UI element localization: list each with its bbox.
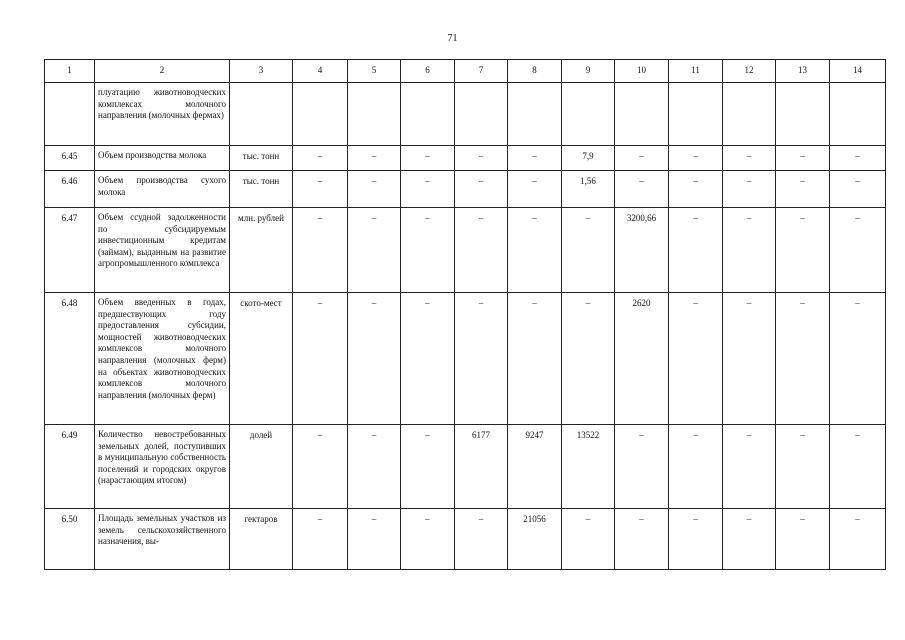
value-cell: – [455,208,508,293]
table-row [45,146,886,171]
value-cell: 13522 [562,425,615,509]
value-cell: – [669,425,723,509]
value-cell: – [776,425,830,509]
header-cell: 7 [455,60,508,83]
table-row [45,171,886,208]
value-cell: 1,56 [562,171,615,208]
value-cell: – [508,146,562,171]
value-cell: – [293,171,348,208]
value-cell: – [776,171,830,208]
value-cell: – [615,509,669,570]
value-cell: – [401,208,455,293]
value-cell: – [776,293,830,425]
value-cell: – [723,171,776,208]
value-cell [830,83,886,146]
value-cell [615,83,669,146]
value-cell: 21056 [508,509,562,570]
value-cell: – [293,208,348,293]
value-cell: – [776,146,830,171]
indicator-name-cell: Количество невостребованных земельных долей, поступивших в муниципальную собственность поселений и городских округов (нарастающим итогом) [95,425,230,509]
row-number-cell: 6.45 [45,146,95,171]
value-cell: – [401,171,455,208]
value-cell: – [401,509,455,570]
value-cell: – [669,509,723,570]
value-cell: – [830,509,886,570]
value-cell: – [455,293,508,425]
value-cell: – [615,146,669,171]
header-cell: 11 [669,60,723,83]
indicator-name-cell: плуатацию животноводческих комплексах молочного направления (молочных фермах) [95,83,230,146]
value-cell: – [669,146,723,171]
indicator-name-cell: Объем производства молока [95,146,230,171]
header-cell: 13 [776,60,830,83]
value-cell: – [562,509,615,570]
header-cell: 5 [348,60,401,83]
header-cell: 3 [230,60,293,83]
value-cell: – [508,171,562,208]
value-cell: – [508,293,562,425]
header-row [45,60,886,83]
value-cell: – [830,146,886,171]
table-row [45,208,886,293]
value-cell [776,83,830,146]
value-cell: – [776,509,830,570]
value-cell: – [562,208,615,293]
row-number-cell: 6.49 [45,425,95,509]
unit-cell: тыс. тонн [230,146,293,171]
value-cell: 9247 [508,425,562,509]
value-cell: – [401,146,455,171]
unit-cell: гектаров [230,509,293,570]
value-cell: – [830,208,886,293]
row-number-cell: 6.50 [45,509,95,570]
value-cell: – [401,425,455,509]
value-cell: – [455,509,508,570]
value-cell: 7,9 [562,146,615,171]
unit-cell: млн. рублей [230,208,293,293]
value-cell: – [669,208,723,293]
value-cell: – [348,509,401,570]
value-cell [562,83,615,146]
value-cell: – [293,425,348,509]
value-cell [669,83,723,146]
table-row [45,83,886,146]
value-cell [723,83,776,146]
table-row [45,509,886,570]
indicator-name-cell: Объем производства сухого молока [95,171,230,208]
value-cell [293,83,348,146]
value-cell [401,83,455,146]
value-cell: – [723,146,776,171]
value-cell: – [401,293,455,425]
header-cell: 14 [830,60,886,83]
header-cell: 9 [562,60,615,83]
value-cell: – [723,208,776,293]
header-cell: 4 [293,60,348,83]
value-cell: – [723,509,776,570]
header-cell: 12 [723,60,776,83]
unit-cell: долей [230,425,293,509]
header-cell: 2 [95,60,230,83]
value-cell: – [669,293,723,425]
value-cell: – [293,293,348,425]
value-cell: – [562,293,615,425]
row-number-cell [45,83,95,146]
header-cell: 6 [401,60,455,83]
page-number: 71 [447,33,458,44]
table-row [45,425,886,509]
value-cell: – [293,509,348,570]
value-cell: – [348,146,401,171]
row-number-cell: 6.46 [45,171,95,208]
value-cell: – [830,171,886,208]
header-cell: 10 [615,60,669,83]
row-number-cell: 6.48 [45,293,95,425]
header-cell: 1 [45,60,95,83]
value-cell: – [723,293,776,425]
value-cell: – [776,208,830,293]
value-cell: 2620 [615,293,669,425]
value-cell: – [723,425,776,509]
header-cell: 8 [508,60,562,83]
value-cell: – [348,425,401,509]
value-cell: – [348,171,401,208]
value-cell: – [615,171,669,208]
value-cell: – [830,293,886,425]
value-cell: – [508,208,562,293]
indicator-name-cell: Объем ссудной задолженности по субсидируемым инвестиционным кредитам (займам), выданным на развитие агропромышленного комплекса [95,208,230,293]
value-cell [348,83,401,146]
value-cell: – [669,171,723,208]
value-cell: – [455,146,508,171]
data-table [44,59,886,570]
table-row [45,293,886,425]
value-cell: – [455,171,508,208]
unit-cell: тыс. тонн [230,171,293,208]
indicator-name-cell: Объем введенных в годах, предшествующих году предоставления субсидии, мощностей животноводческих комплексов молочного направления (молочных ферм) на объектах животноводческих комплексов молочного направления (молочных ферм) [95,293,230,425]
unit-cell: ското-мест [230,293,293,425]
row-number-cell: 6.47 [45,208,95,293]
value-cell: 3200,66 [615,208,669,293]
value-cell: – [293,146,348,171]
value-cell: 6177 [455,425,508,509]
indicator-name-cell: Площадь земельных участков из земель сельскохозяйственного назначения, вы- [95,509,230,570]
value-cell [455,83,508,146]
value-cell: – [830,425,886,509]
unit-cell [230,83,293,146]
value-cell: – [615,425,669,509]
value-cell [508,83,562,146]
value-cell: – [348,293,401,425]
value-cell: – [348,208,401,293]
